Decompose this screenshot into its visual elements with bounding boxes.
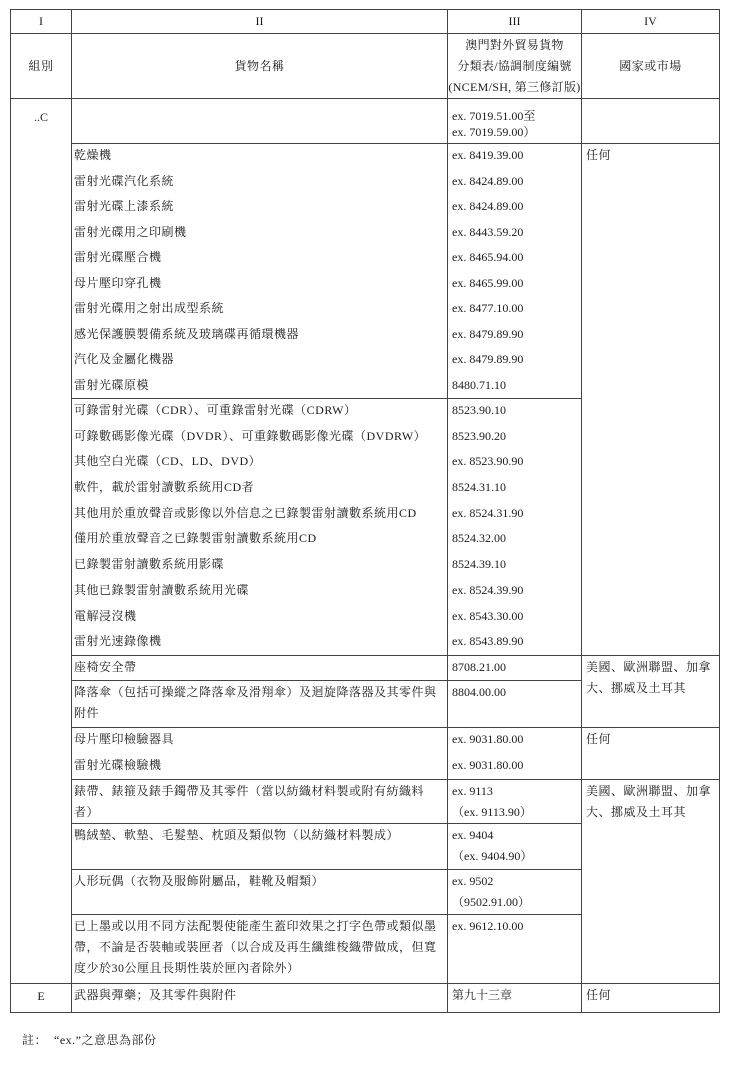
- goods-name: 其他已錄製雷射讀數系統用光碟: [71, 579, 447, 605]
- goods-name: 雷射光碟用之射出成型系統: [71, 297, 447, 323]
- goods-name: 雷射光碟檢驗機: [71, 754, 447, 780]
- tariff-code: ex. 8465.94.00: [447, 246, 581, 272]
- goods-name: 其他用於重放聲音或影像以外信息之已錄製雷射讀數系統用CD: [71, 502, 447, 528]
- goods-name: 雷射光碟壓合機: [71, 246, 447, 272]
- tariff-code: 8523.90.20: [447, 425, 581, 451]
- goods-name: 乾燥機: [71, 144, 447, 170]
- column-number-goods: II: [71, 10, 447, 34]
- tariff-code: ex. 9113 （ex. 9113.90）: [447, 780, 581, 824]
- goods-name: 母片壓印檢驗器具: [71, 728, 447, 754]
- tariff-code: ex. 9502 （9502.91.00）: [447, 870, 581, 915]
- goods-name: 雷射光碟原模: [71, 374, 447, 400]
- market-cell: 任何: [581, 984, 719, 1012]
- tariff-code: ex. 8424.89.00: [447, 195, 581, 221]
- tariff-code: ex. 8524.31.90: [447, 502, 581, 528]
- market-cell-empty: [581, 99, 719, 144]
- tariff-code: 8524.39.10: [447, 553, 581, 579]
- column-title-goods: 貨物名稱: [71, 34, 447, 99]
- tariff-code: 8524.31.10: [447, 476, 581, 502]
- goods-name: 汽化及金屬化機器: [71, 348, 447, 374]
- tariff-code: ex. 8524.39.90: [447, 579, 581, 605]
- column-number-group: I: [11, 10, 71, 34]
- footnote: [22, 1030, 157, 1050]
- footnote-text: “ex.”之意思為部份: [54, 1033, 157, 1047]
- goods-name: 雷射光速錄像機: [71, 630, 447, 656]
- group-label: E: [37, 988, 45, 1003]
- goods-name: 已上墨或以用不同方法配製使能產生蓋印效果之打字色帶或類似墨 帶，不論是否裝軸或裝匣者（以合成及再生纖維梭織帶做成，但寬 度少於30公厘且長期性裝於匣內者除外）: [71, 915, 447, 984]
- goods-table: [10, 9, 720, 1013]
- tariff-code: 8480.71.10: [447, 374, 581, 400]
- goods-name: 其他空白光碟（CD、LD、DVD）: [71, 450, 447, 476]
- tariff-code: 第九十三章: [447, 984, 581, 1012]
- goods-name: 已錄製雷射讀數系統用影碟: [71, 553, 447, 579]
- market-cell: 美國、歐洲聯盟、加拿 大、挪威及土耳其: [581, 780, 719, 984]
- tariff-code: ex. 9404 （ex. 9404.90）: [447, 824, 581, 870]
- column-title-code: 澳門對外貿易貨物 分類表/協調制度編號 (NCEM/SH, 第三修訂版): [447, 34, 581, 99]
- goods-name: 雷射光碟上漆系統: [71, 195, 447, 221]
- tariff-code: ex. 8465.99.00: [447, 272, 581, 298]
- tariff-code: ex. 8477.10.00: [447, 297, 581, 323]
- goods-name: 可錄數碼影像光碟（DVDR）、可重錄數碼影像光碟（DVDRW）: [71, 425, 447, 451]
- column-title-market: 國家或市場: [581, 34, 719, 99]
- tariff-code: ex. 8543.30.00: [447, 605, 581, 631]
- footnote-label: 註：: [22, 1033, 48, 1047]
- column-title-group: 組別: [11, 34, 71, 99]
- goods-name: 電解浸沒機: [71, 605, 447, 631]
- tariff-code: 8523.90.10: [447, 399, 581, 425]
- tariff-code: ex. 8523.90.90: [447, 450, 581, 476]
- tariff-code: 8804.00.00: [447, 681, 581, 728]
- tariff-code: ex. 9031.80.00: [447, 754, 581, 780]
- market-cell: 美國、歐洲聯盟、加拿 大、挪威及土耳其: [581, 656, 719, 728]
- goods-name: 人形玩偶（衣物及服飾附屬品，鞋靴及帽類）: [71, 870, 447, 915]
- goods-name: 可錄雷射光碟（CDR）、可重錄雷射光碟（CDRW）: [71, 399, 447, 425]
- goods-name: 降落傘（包括可操縱之降落傘及滑翔傘）及迴旋降落器及其零件與 附件: [71, 681, 447, 728]
- goods-name: 母片壓印穿孔機: [71, 272, 447, 298]
- tariff-code: ex. 8479.89.90: [447, 323, 581, 349]
- tariff-code: ex. 8479.89.90: [447, 348, 581, 374]
- tariff-code: ex. 8543.89.90: [447, 630, 581, 656]
- tariff-code: 8524.32.00: [447, 527, 581, 553]
- market-cell: 任何: [581, 144, 719, 656]
- goods-name: 軟件，載於雷射讀數系統用CD者: [71, 476, 447, 502]
- group-label: ..C: [11, 99, 71, 984]
- goods-name: 座椅安全帶: [71, 656, 447, 681]
- goods-name: 雷射光碟汽化系統: [71, 170, 447, 196]
- column-number-code: III: [447, 10, 581, 34]
- tariff-code: ex. 8424.89.00: [447, 170, 581, 196]
- tariff-code: ex. 7019.51.00至 ex. 7019.59.00）: [447, 99, 581, 144]
- tariff-code: ex. 9612.10.00: [447, 915, 581, 984]
- goods-name: 鴨絨墊、軟墊、毛髮墊、枕頭及類似物（以紡織材料製成）: [71, 824, 447, 870]
- goods-name: 僅用於重放聲音之已錄製雷射讀數系統用CD: [71, 527, 447, 553]
- goods-name: 雷射光碟用之印刷機: [71, 221, 447, 247]
- goods-name-empty: [71, 99, 447, 144]
- goods-name: 武器與彈藥；及其零件與附件: [71, 984, 447, 1012]
- tariff-code: 8708.21.00: [447, 656, 581, 681]
- tariff-code: ex. 8419.39.00: [447, 144, 581, 170]
- tariff-code: ex. 9031.80.00: [447, 728, 581, 754]
- market-cell: 任何: [581, 728, 719, 780]
- column-number-market: IV: [581, 10, 719, 34]
- tariff-code: ex. 8443.59.20: [447, 221, 581, 247]
- goods-name: 感光保護膜製備系統及玻璃碟再循環機器: [71, 323, 447, 349]
- goods-name: 錶帶、錶箍及錶手鐲帶及其零件（當以紡織材料製或附有紡織料 者）: [71, 780, 447, 824]
